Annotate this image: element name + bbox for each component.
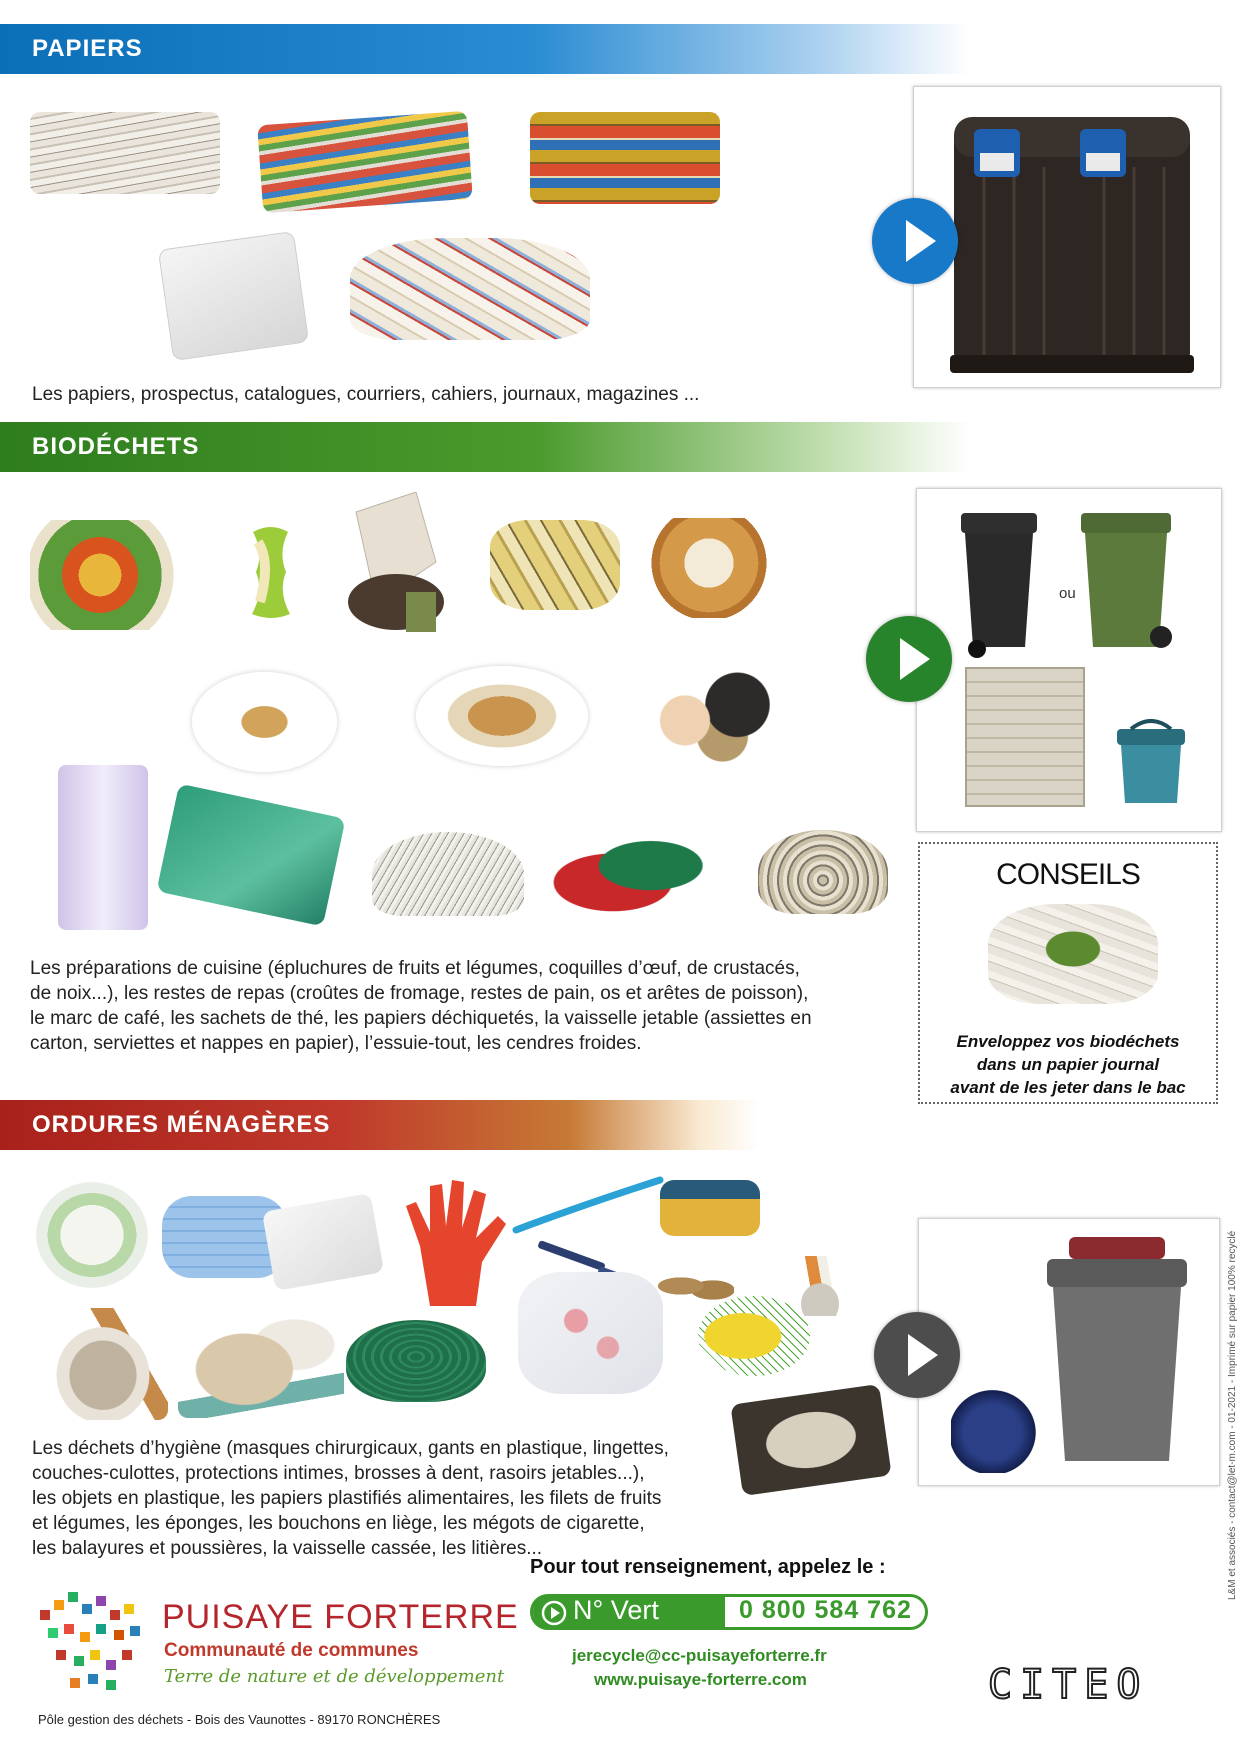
- apple-core-image: [228, 522, 314, 622]
- cold-ashes-image: [758, 830, 888, 914]
- org-tagline: Terre de nature et de développement: [164, 1666, 505, 1687]
- conseils-line: Enveloppez vos biodéchets: [956, 1032, 1180, 1051]
- green-bin-image: [1077, 509, 1177, 659]
- chicken-bones-image: [192, 672, 337, 772]
- phone-number[interactable]: 0 800 584 762: [739, 1596, 912, 1624]
- fruit-net-image: [698, 1296, 810, 1376]
- compost-bin-image: [965, 667, 1085, 807]
- sponge-image: [660, 1180, 760, 1236]
- ordures-description: [32, 1436, 669, 1561]
- vert-arrow-icon: [541, 1600, 567, 1626]
- rubber-gloves-image: [400, 1176, 510, 1310]
- ordures-line: les balayures et poussières, la vaisselle cassée, les litières...: [32, 1538, 543, 1559]
- plastic-colander-image: [346, 1320, 486, 1402]
- conseils-line: avant de les jeter dans le bac: [950, 1078, 1186, 1097]
- tea-bag-image: [336, 492, 456, 642]
- cheese-rinds-image: [490, 520, 620, 610]
- papiers-arrow-icon: [872, 198, 958, 284]
- kitchen-caddy-image: [1113, 719, 1189, 807]
- broken-dishes-image: [178, 1296, 344, 1418]
- newspaper-wrap-image: [988, 904, 1158, 1004]
- org-address: Pôle gestion des déchets - Bois des Vaunottes - 89170 RONCHÈRES: [38, 1712, 441, 1727]
- papiers-bin-frame: [913, 86, 1221, 388]
- website-link[interactable]: www.puisaye-forterre.com: [594, 1670, 807, 1689]
- corks-image: [658, 1266, 734, 1306]
- numero-vert-box: [530, 1594, 928, 1630]
- biodechets-line: Les préparations de cuisine (épluchures de fruits et légumes, coquilles d’œuf, de crustacés,: [30, 958, 800, 979]
- contact-email[interactable]: jerecycle@cc-puisayeforterre.fr: [572, 1646, 827, 1665]
- envelopes-image: [158, 231, 309, 361]
- ordures-bin-frame: [918, 1218, 1220, 1486]
- papiers-description: Les papiers, prospectus, catalogues, courriers, cahiers, journaux, magazines ...: [32, 384, 700, 405]
- biodechets-header: BIODÉCHETS: [0, 422, 970, 472]
- shredded-paper-image: [372, 832, 524, 916]
- ordures-arrow-icon: [874, 1312, 960, 1398]
- conseils-title: CONSEILS: [996, 858, 1140, 891]
- ordures-line: couches-culottes, protections intimes, brosses à dent, rasoirs jetables...),: [32, 1463, 645, 1484]
- brown-bin-image: [957, 509, 1041, 659]
- plastic-film-image: [518, 1272, 663, 1394]
- bread-crust-image: [648, 518, 770, 618]
- paper-container-image: [914, 87, 1220, 387]
- vert-text: N° Vert: [573, 1595, 659, 1625]
- directories-image: [530, 112, 720, 204]
- ordures-line: les objets en plastique, les papiers plastifiés alimentaires, les filets de fruits: [32, 1488, 662, 1509]
- trash-bag-image: [951, 1383, 1043, 1473]
- print-credits: L&M et associés - contact@let-m.com - 01-2021 - Imprimé sur papier 100% recyclé: [1227, 1230, 1238, 1600]
- disposable-plates-image: [544, 832, 716, 916]
- flyers-image: [350, 238, 590, 340]
- biodechets-bin-frame: [916, 488, 1222, 832]
- magazines-image: [257, 111, 473, 213]
- conseils-text: [920, 1030, 1216, 1099]
- contact-label: Pour tout renseignement, appelez le :: [530, 1556, 886, 1578]
- puisaye-forterre-logo-icon: [30, 1580, 160, 1700]
- shells-image: [640, 658, 790, 762]
- org-name: PUISAYE FORTERRE: [162, 1598, 519, 1636]
- citeo-logo: CITEO: [988, 1662, 1149, 1708]
- org-subtitle: Communauté de communes: [164, 1640, 419, 1661]
- ordures-line: Les déchets d’hygiène (masques chirurgicaux, gants en plastique, lingettes,: [32, 1438, 669, 1459]
- sweepings-image: [38, 1308, 168, 1420]
- biodechets-arrow-icon: [866, 616, 952, 702]
- conseils-line: dans un papier journal: [976, 1055, 1160, 1074]
- ordures-header: ORDURES MÉNAGÈRES: [0, 1100, 760, 1150]
- or-label: ou: [1059, 585, 1076, 602]
- paper-napkin-image: [156, 784, 345, 927]
- conseils-box: [918, 842, 1218, 1104]
- diaper-image: [36, 1182, 148, 1288]
- biodechets-line: le marc de café, les sachets de thé, les papiers déchiquetés, la vaisselle jetable (assiettes en: [30, 1008, 812, 1029]
- biodechets-line: de noix...), les restes de repas (croûtes de fromage, restes de pain, os et arêtes de poisson),: [30, 983, 809, 1004]
- paper-stack-image: [30, 112, 220, 194]
- biodechets-line: carton, serviettes et nappes en papier), l’essuie-tout, les cendres froides.: [30, 1033, 642, 1054]
- grey-bin-image: [1037, 1233, 1197, 1473]
- fish-bones-image: [416, 666, 588, 766]
- biodechets-description: [30, 956, 812, 1056]
- ordures-line: et légumes, les éponges, les bouchons en liège, les mégots de cigarette,: [32, 1513, 645, 1534]
- cat-litter-tray-image: [730, 1384, 891, 1496]
- vegetable-peels-image: [30, 520, 205, 630]
- paper-towel-roll-image: [58, 765, 148, 930]
- papiers-header: PAPIERS: [0, 24, 970, 74]
